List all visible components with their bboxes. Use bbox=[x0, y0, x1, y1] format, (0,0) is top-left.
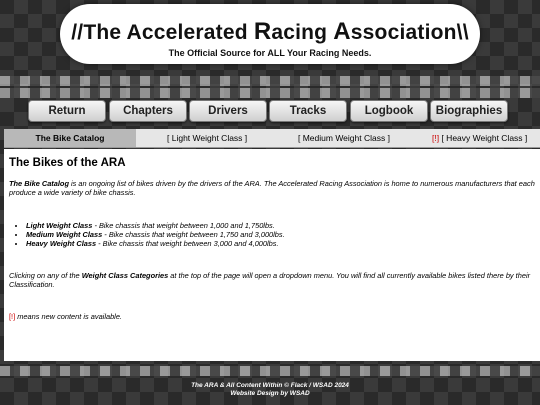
list-item bbox=[26, 230, 285, 239]
new-content-marker: [!] bbox=[432, 133, 440, 143]
intro-text: is an ongoing list of bikes driven by the drivers of the ARA. The Accelerated Racing Association is home to numerous manufacturers that each produce a wide variety of bike chassis. bbox=[9, 179, 535, 197]
copyright-text: The ARA & All Content Within © Flack / WSAD 2024 bbox=[191, 382, 349, 389]
site-title bbox=[60, 18, 480, 46]
intro-bold: The Bike Catalog bbox=[9, 179, 69, 188]
note-text: means new content is available. bbox=[15, 312, 122, 321]
design-credit: Website Design by WSAD bbox=[230, 390, 310, 397]
nav-chapters-button[interactable]: Chapters bbox=[109, 100, 187, 122]
nav-biographies-button[interactable]: Biographies bbox=[430, 100, 508, 122]
nav-logbook-button[interactable]: Logbook bbox=[350, 100, 428, 122]
tab-heavy-label: [ Heavy Weight Class ] bbox=[439, 133, 528, 143]
tab-light-weight-class[interactable]: [ Light Weight Class ] bbox=[167, 133, 248, 143]
nav-tracks-button[interactable]: Tracks bbox=[269, 100, 347, 122]
class-desc: - Bike chassis that weight between 1,750 and 3,000lbs. bbox=[102, 230, 285, 239]
main-content bbox=[4, 149, 540, 361]
class-name: Heavy Weight Class bbox=[26, 239, 97, 248]
tab-bike-catalog[interactable]: The Bike Catalog bbox=[4, 129, 136, 147]
class-name: Medium Weight Class bbox=[26, 230, 103, 239]
list-item bbox=[26, 239, 285, 248]
new-content-marker: [!] bbox=[9, 312, 16, 321]
title-letter-a: A bbox=[333, 18, 351, 45]
title-mid: acing bbox=[271, 21, 334, 44]
title-letter-r: R bbox=[253, 18, 272, 45]
site-footer bbox=[0, 382, 540, 398]
checkered-stripe bbox=[0, 88, 540, 98]
tab-heavy-weight-class[interactable] bbox=[432, 129, 527, 147]
intro-paragraph bbox=[9, 179, 537, 197]
instructions-bold: Weight Class Categories bbox=[81, 271, 169, 280]
class-desc: - Bike chassis that weight between 3,000 and 4,000lbs. bbox=[96, 239, 279, 248]
list-item bbox=[26, 221, 285, 230]
checkered-stripe bbox=[0, 366, 540, 376]
instructions-paragraph bbox=[9, 271, 539, 289]
class-name: Light Weight Class bbox=[26, 221, 93, 230]
nav-return-button[interactable]: Return bbox=[28, 100, 106, 122]
instructions-pre: Clicking on any of the bbox=[9, 271, 82, 280]
new-content-note bbox=[9, 312, 122, 321]
site-banner bbox=[60, 4, 480, 64]
site-subtitle: The Official Source for ALL Your Racing Needs. bbox=[168, 48, 372, 58]
instructions-post: at the top of the page will open a dropdown menu. You will find all currently available bikes listed there by their Classification. bbox=[9, 271, 531, 289]
main-nav bbox=[0, 100, 540, 122]
class-desc: - Bike chassis that weight between 1,000 and 1,750lbs. bbox=[92, 221, 275, 230]
checkered-stripe bbox=[0, 76, 540, 86]
tab-medium-weight-class[interactable]: [ Medium Weight Class ] bbox=[298, 133, 390, 143]
title-prefix: //The Accelerated bbox=[71, 21, 254, 44]
page-title: The Bikes of the ARA bbox=[9, 157, 126, 169]
title-suffix: ssociation\\ bbox=[350, 21, 469, 44]
weight-class-list bbox=[16, 221, 285, 248]
nav-drivers-button[interactable]: Drivers bbox=[189, 100, 267, 122]
category-tabs bbox=[4, 129, 540, 148]
